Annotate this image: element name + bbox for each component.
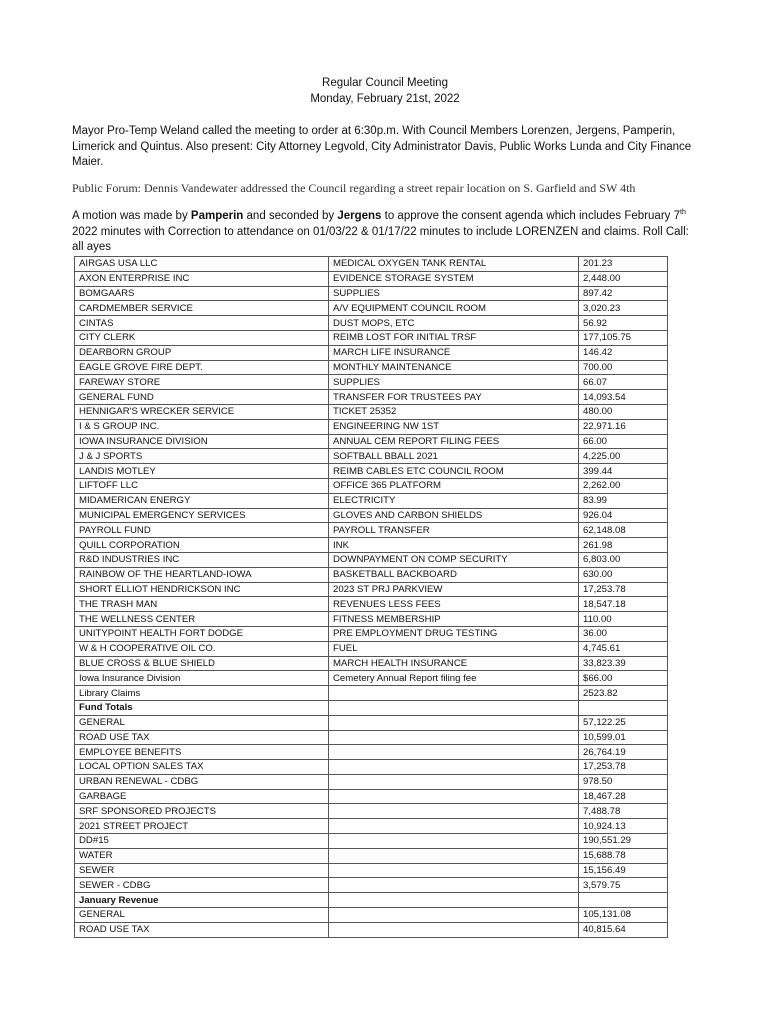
amount-cell: 399.44 <box>579 464 668 479</box>
claims-table <box>74 256 668 938</box>
empty-cell <box>329 863 579 878</box>
empty-cell <box>329 774 579 789</box>
amount-cell: 110.00 <box>579 612 668 627</box>
amount-cell: 56.92 <box>579 316 668 331</box>
empty-cell <box>329 819 579 834</box>
vendor-cell: UNITYPOINT HEALTH FORT DODGE <box>75 626 329 641</box>
january-revenue-heading-row <box>75 893 668 908</box>
claim-row <box>75 597 668 612</box>
amount-cell: 2,262.00 <box>579 478 668 493</box>
claim-row <box>75 404 668 419</box>
ordinal-suffix: th <box>680 209 686 217</box>
empty-cell <box>579 700 668 715</box>
vendor-cell: SHORT ELLIOT HENDRICKSON INC <box>75 582 329 597</box>
amount-cell: 700.00 <box>579 360 668 375</box>
description-cell: TRANSFER FOR TRUSTEES PAY <box>329 390 579 405</box>
empty-cell <box>329 878 579 893</box>
description-cell: EVIDENCE STORAGE SYSTEM <box>329 271 579 286</box>
fund-amount-cell: 3,579.75 <box>579 878 668 893</box>
vendor-cell: AIRGAS USA LLC <box>75 257 329 272</box>
amount-cell: 146.42 <box>579 345 668 360</box>
fund-amount-cell: 17,253.78 <box>579 760 668 775</box>
fund-row <box>75 789 668 804</box>
fund-row <box>75 760 668 775</box>
claim-row <box>75 375 668 390</box>
description-cell: GLOVES AND CARBON SHIELDS <box>329 508 579 523</box>
fund-name-cell: SEWER - CDBG <box>75 878 329 893</box>
fund-row <box>75 878 668 893</box>
description-cell: ENGINEERING NW 1ST <box>329 419 579 434</box>
claim-row <box>75 301 668 316</box>
amount-cell: 33,823.39 <box>579 656 668 671</box>
amount-cell: 261.98 <box>579 538 668 553</box>
vendor-cell: CARDMEMBER SERVICE <box>75 301 329 316</box>
claim-row <box>75 686 668 701</box>
fund-amount-cell: 105,131.08 <box>579 908 668 923</box>
fund-amount-cell: 15,688.78 <box>579 848 668 863</box>
amount-cell: 3,020.23 <box>579 301 668 316</box>
empty-cell <box>329 789 579 804</box>
vendor-cell: AXON ENTERPRISE INC <box>75 271 329 286</box>
claim-row <box>75 552 668 567</box>
fund-name-cell: SEWER <box>75 863 329 878</box>
amount-cell: 4,225.00 <box>579 449 668 464</box>
claim-row <box>75 612 668 627</box>
vendor-cell: RAINBOW OF THE HEARTLAND-IOWA <box>75 567 329 582</box>
fund-row <box>75 819 668 834</box>
description-cell: ANNUAL CEM REPORT FILING FEES <box>329 434 579 449</box>
fund-amount-cell: 57,122.25 <box>579 715 668 730</box>
description-cell: MARCH LIFE INSURANCE <box>329 345 579 360</box>
claim-row <box>75 567 668 582</box>
amount-cell: 6,803.00 <box>579 552 668 567</box>
amount-cell: 62,148.08 <box>579 523 668 538</box>
amount-cell: 480.00 <box>579 404 668 419</box>
claim-row <box>75 345 668 360</box>
amount-cell: 177,105.75 <box>579 330 668 345</box>
vendor-cell: LANDIS MOTLEY <box>75 464 329 479</box>
vendor-cell: DEARBORN GROUP <box>75 345 329 360</box>
empty-cell <box>329 834 579 849</box>
empty-cell <box>329 760 579 775</box>
vendor-cell: EAGLE GROVE FIRE DEPT. <box>75 360 329 375</box>
claim-row <box>75 582 668 597</box>
amount-cell: 926.04 <box>579 508 668 523</box>
vendor-cell: J & J SPORTS <box>75 449 329 464</box>
description-cell: PAYROLL TRANSFER <box>329 523 579 538</box>
vendor-cell: QUILL CORPORATION <box>75 538 329 553</box>
motion-seconder: Jergens <box>337 210 382 222</box>
amount-cell: 18,547.18 <box>579 597 668 612</box>
vendor-cell: HENNIGAR'S WRECKER SERVICE <box>75 404 329 419</box>
fund-row <box>75 848 668 863</box>
claim-row <box>75 257 668 272</box>
claim-row <box>75 671 668 686</box>
vendor-cell: CITY CLERK <box>75 330 329 345</box>
description-cell: OFFICE 365 PLATFORM <box>329 478 579 493</box>
claim-row <box>75 508 668 523</box>
claim-row <box>75 626 668 641</box>
empty-cell <box>329 715 579 730</box>
claim-row <box>75 538 668 553</box>
meeting-title: Regular Council Meeting <box>322 77 448 89</box>
amount-cell: 83.99 <box>579 493 668 508</box>
vendor-cell: IOWA INSURANCE DIVISION <box>75 434 329 449</box>
public-forum-paragraph: Public Forum: Dennis Vandewater addressed the Council regarding a street repair location on S. Garfield and SW 4th <box>72 181 636 195</box>
meeting-date: Monday, February 21st, 2022 <box>310 93 460 105</box>
fund-name-cell: LOCAL OPTION SALES TAX <box>75 760 329 775</box>
description-cell: PRE EMPLOYMENT DRUG TESTING <box>329 626 579 641</box>
description-cell: SOFTBALL BBALL 2021 <box>329 449 579 464</box>
amount-cell: 36.00 <box>579 626 668 641</box>
fund-amount-cell: 7,488.78 <box>579 804 668 819</box>
fund-totals-heading-row <box>75 700 668 715</box>
description-cell: 2023 ST PRJ PARKVIEW <box>329 582 579 597</box>
description-cell: SUPPLIES <box>329 375 579 390</box>
fund-row <box>75 730 668 745</box>
amount-cell: 22,971.16 <box>579 419 668 434</box>
claim-row <box>75 390 668 405</box>
empty-cell <box>329 908 579 923</box>
vendor-cell: Library Claims <box>75 686 329 701</box>
claim-row <box>75 478 668 493</box>
description-cell: MEDICAL OXYGEN TANK RENTAL <box>329 257 579 272</box>
claim-row <box>75 493 668 508</box>
claim-row <box>75 271 668 286</box>
claim-row <box>75 449 668 464</box>
description-cell: TICKET 25352 <box>329 404 579 419</box>
description-cell: INK <box>329 538 579 553</box>
amount-cell: 4,745.61 <box>579 641 668 656</box>
description-cell: DUST MOPS, ETC <box>329 316 579 331</box>
description-cell: REVENUES LESS FEES <box>329 597 579 612</box>
empty-cell <box>329 804 579 819</box>
call-to-order-paragraph: Mayor Pro-Temp Weland called the meeting to order at 6:30p.m. With Council Members Lorenzen, Jergens, Pamperin, Limerick and Quintus. Also present: City Attorney Legvold, City Administrator Davis, Public Works Lunda and City Finance Maier. <box>72 125 692 168</box>
fund-row <box>75 715 668 730</box>
vendor-cell: I & S GROUP INC. <box>75 419 329 434</box>
motion-text: to approve the consent agenda which includes February 7 <box>381 210 680 222</box>
vendor-cell: FAREWAY STORE <box>75 375 329 390</box>
fund-amount-cell: 40,815.64 <box>579 922 668 937</box>
description-cell: REIMB LOST FOR INITIAL TRSF <box>329 330 579 345</box>
empty-cell <box>329 893 579 908</box>
description-cell: ELECTRICITY <box>329 493 579 508</box>
vendor-cell: THE TRASH MAN <box>75 597 329 612</box>
fund-amount-cell: 26,764.19 <box>579 745 668 760</box>
vendor-cell: PAYROLL FUND <box>75 523 329 538</box>
fund-name-cell: GENERAL <box>75 908 329 923</box>
claim-row <box>75 419 668 434</box>
fund-row <box>75 922 668 937</box>
claim-row <box>75 656 668 671</box>
section-heading-cell: Fund Totals <box>75 700 329 715</box>
vendor-cell: LIFTOFF LLC <box>75 478 329 493</box>
fund-row <box>75 908 668 923</box>
description-cell: MARCH HEALTH INSURANCE <box>329 656 579 671</box>
fund-row <box>75 804 668 819</box>
motion-text: A motion was made by <box>72 210 191 222</box>
amount-cell: 897.42 <box>579 286 668 301</box>
amount-cell: $66.00 <box>579 671 668 686</box>
fund-name-cell: URBAN RENEWAL - CDBG <box>75 774 329 789</box>
amount-cell: 2523.82 <box>579 686 668 701</box>
empty-cell <box>579 893 668 908</box>
description-cell: DOWNPAYMENT ON COMP SECURITY <box>329 552 579 567</box>
fund-amount-cell: 10,599.01 <box>579 730 668 745</box>
vendor-cell: THE WELLNESS CENTER <box>75 612 329 627</box>
amount-cell: 66.00 <box>579 434 668 449</box>
description-cell: Cemetery Annual Report filing fee <box>329 671 579 686</box>
empty-cell <box>329 848 579 863</box>
description-cell: REIMB CABLES ETC COUNCIL ROOM <box>329 464 579 479</box>
motion-text: 2022 minutes with Correction to attendance on 01/03/22 & 01/17/22 minutes to include LORENZEN and claims. Roll Call: all ayes <box>72 225 689 253</box>
fund-amount-cell: 15,156.49 <box>579 863 668 878</box>
fund-row <box>75 863 668 878</box>
motion-paragraph <box>72 209 698 256</box>
fund-name-cell: GENERAL <box>75 715 329 730</box>
claim-row <box>75 641 668 656</box>
fund-amount-cell: 18,467.28 <box>579 789 668 804</box>
vendor-cell: MIDAMERICAN ENERGY <box>75 493 329 508</box>
claim-row <box>75 434 668 449</box>
amount-cell: 66.07 <box>579 375 668 390</box>
empty-cell <box>329 745 579 760</box>
fund-name-cell: GARBAGE <box>75 789 329 804</box>
motion-text: and seconded by <box>243 210 338 222</box>
vendor-cell: BOMGAARS <box>75 286 329 301</box>
description-cell: FUEL <box>329 641 579 656</box>
vendor-cell: BLUE CROSS & BLUE SHIELD <box>75 656 329 671</box>
fund-name-cell: DD#15 <box>75 834 329 849</box>
amount-cell: 17,253.78 <box>579 582 668 597</box>
fund-name-cell: ROAD USE TAX <box>75 730 329 745</box>
motion-mover: Pamperin <box>190 210 244 222</box>
description-cell: FITNESS MEMBERSHIP <box>329 612 579 627</box>
claim-row <box>75 330 668 345</box>
fund-name-cell: SRF SPONSORED PROJECTS <box>75 804 329 819</box>
amount-cell: 14,093.54 <box>579 390 668 405</box>
vendor-cell: CINTAS <box>75 316 329 331</box>
fund-name-cell: ROAD USE TAX <box>75 922 329 937</box>
empty-cell <box>329 922 579 937</box>
description-cell: SUPPLIES <box>329 286 579 301</box>
fund-row <box>75 834 668 849</box>
fund-name-cell: WATER <box>75 848 329 863</box>
fund-amount-cell: 978.50 <box>579 774 668 789</box>
claim-row <box>75 360 668 375</box>
description-cell <box>329 686 579 701</box>
vendor-cell: MUNICIPAL EMERGENCY SERVICES <box>75 508 329 523</box>
empty-cell <box>329 730 579 745</box>
vendor-cell: R&D INDUSTRIES INC <box>75 552 329 567</box>
fund-row <box>75 774 668 789</box>
claim-row <box>75 464 668 479</box>
description-cell: MONTHLY MAINTENANCE <box>329 360 579 375</box>
claim-row <box>75 316 668 331</box>
description-cell: A/V EQUIPMENT COUNCIL ROOM <box>329 301 579 316</box>
vendor-cell: GENERAL FUND <box>75 390 329 405</box>
claim-row <box>75 523 668 538</box>
empty-cell <box>329 700 579 715</box>
claims-table-body <box>75 257 668 938</box>
fund-name-cell: EMPLOYEE BENEFITS <box>75 745 329 760</box>
amount-cell: 201.23 <box>579 257 668 272</box>
vendor-cell: Iowa Insurance Division <box>75 671 329 686</box>
fund-row <box>75 745 668 760</box>
fund-amount-cell: 10,924.13 <box>579 819 668 834</box>
fund-amount-cell: 190,551.29 <box>579 834 668 849</box>
amount-cell: 630.00 <box>579 567 668 582</box>
amount-cell: 2,448.00 <box>579 271 668 286</box>
section-heading-cell: January Revenue <box>75 893 329 908</box>
vendor-cell: W & H COOPERATIVE OIL CO. <box>75 641 329 656</box>
description-cell: BASKETBALL BACKBOARD <box>329 567 579 582</box>
fund-name-cell: 2021 STREET PROJECT <box>75 819 329 834</box>
claim-row <box>75 286 668 301</box>
